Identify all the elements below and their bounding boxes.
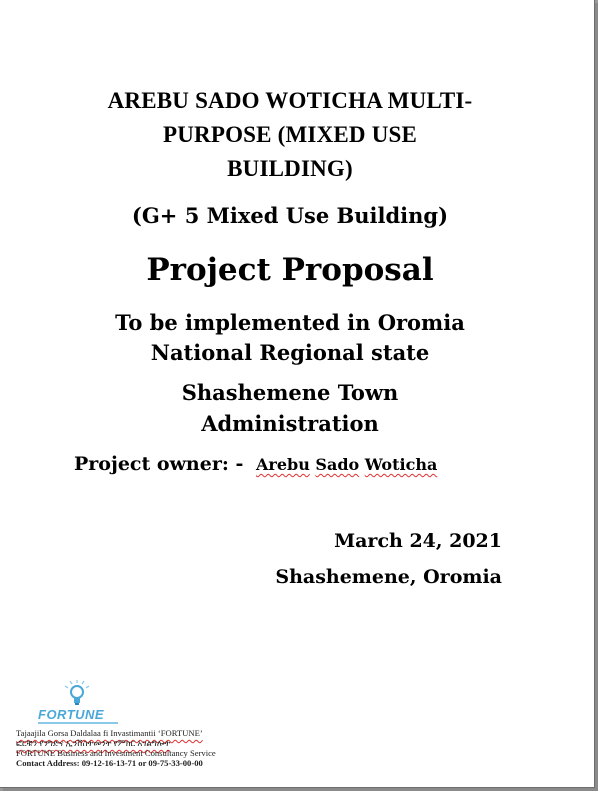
town-line-1: Shashemene Town xyxy=(181,380,399,405)
project-owner xyxy=(74,451,437,478)
owner-name-middle: Sado xyxy=(315,455,360,474)
implementation-line-2: National Regional state xyxy=(150,340,430,365)
title-line-3: BUILDING) xyxy=(227,156,353,181)
proposal-place: Shashemene, Oromia xyxy=(275,566,502,588)
town-administration xyxy=(30,377,550,439)
footer-line-english: FORTUNE Business and Investment Consultancy Service xyxy=(16,748,216,758)
title-line-1: AREBU SADO WOTICHA MULTI- xyxy=(107,88,473,113)
title-line-2: PURPOSE (MIXED USE xyxy=(162,122,418,147)
document-title xyxy=(60,84,520,186)
owner-name xyxy=(256,455,437,474)
proposal-heading: Project Proposal xyxy=(146,252,434,288)
implementation-location xyxy=(30,308,550,368)
town-line-2: Administration xyxy=(201,411,379,436)
building-subtitle: (G+ 5 Mixed Use Building) xyxy=(131,203,449,228)
footer-line-oromo: Tajaajila Gorsa Daldalaa fi Invastimantii ‘FORTUNE’ xyxy=(16,728,203,738)
owner-label: Project owner: - xyxy=(74,453,244,475)
consultancy-footer xyxy=(16,728,216,768)
owner-name-first: Arebu xyxy=(255,455,310,474)
proposal-date: March 24, 2021 xyxy=(334,530,502,552)
date-place-block xyxy=(275,523,502,595)
logo-underline xyxy=(38,722,118,724)
logo-wordmark: FORTUNE xyxy=(38,707,105,722)
footer-contact: Contact Address: 09-12-16-13-71 or 09-75-33-00-00 xyxy=(16,758,203,768)
implementation-line-1: To be implemented in Oromia xyxy=(115,310,465,335)
lightbulb-icon xyxy=(34,680,120,710)
footer-line-amharic: ፎርቹን የንግድና ኢንቨስትመንት የምክር አገልግሎት xyxy=(16,738,171,748)
owner-name-last: Woticha xyxy=(364,455,438,474)
fortune-logo xyxy=(34,680,120,726)
